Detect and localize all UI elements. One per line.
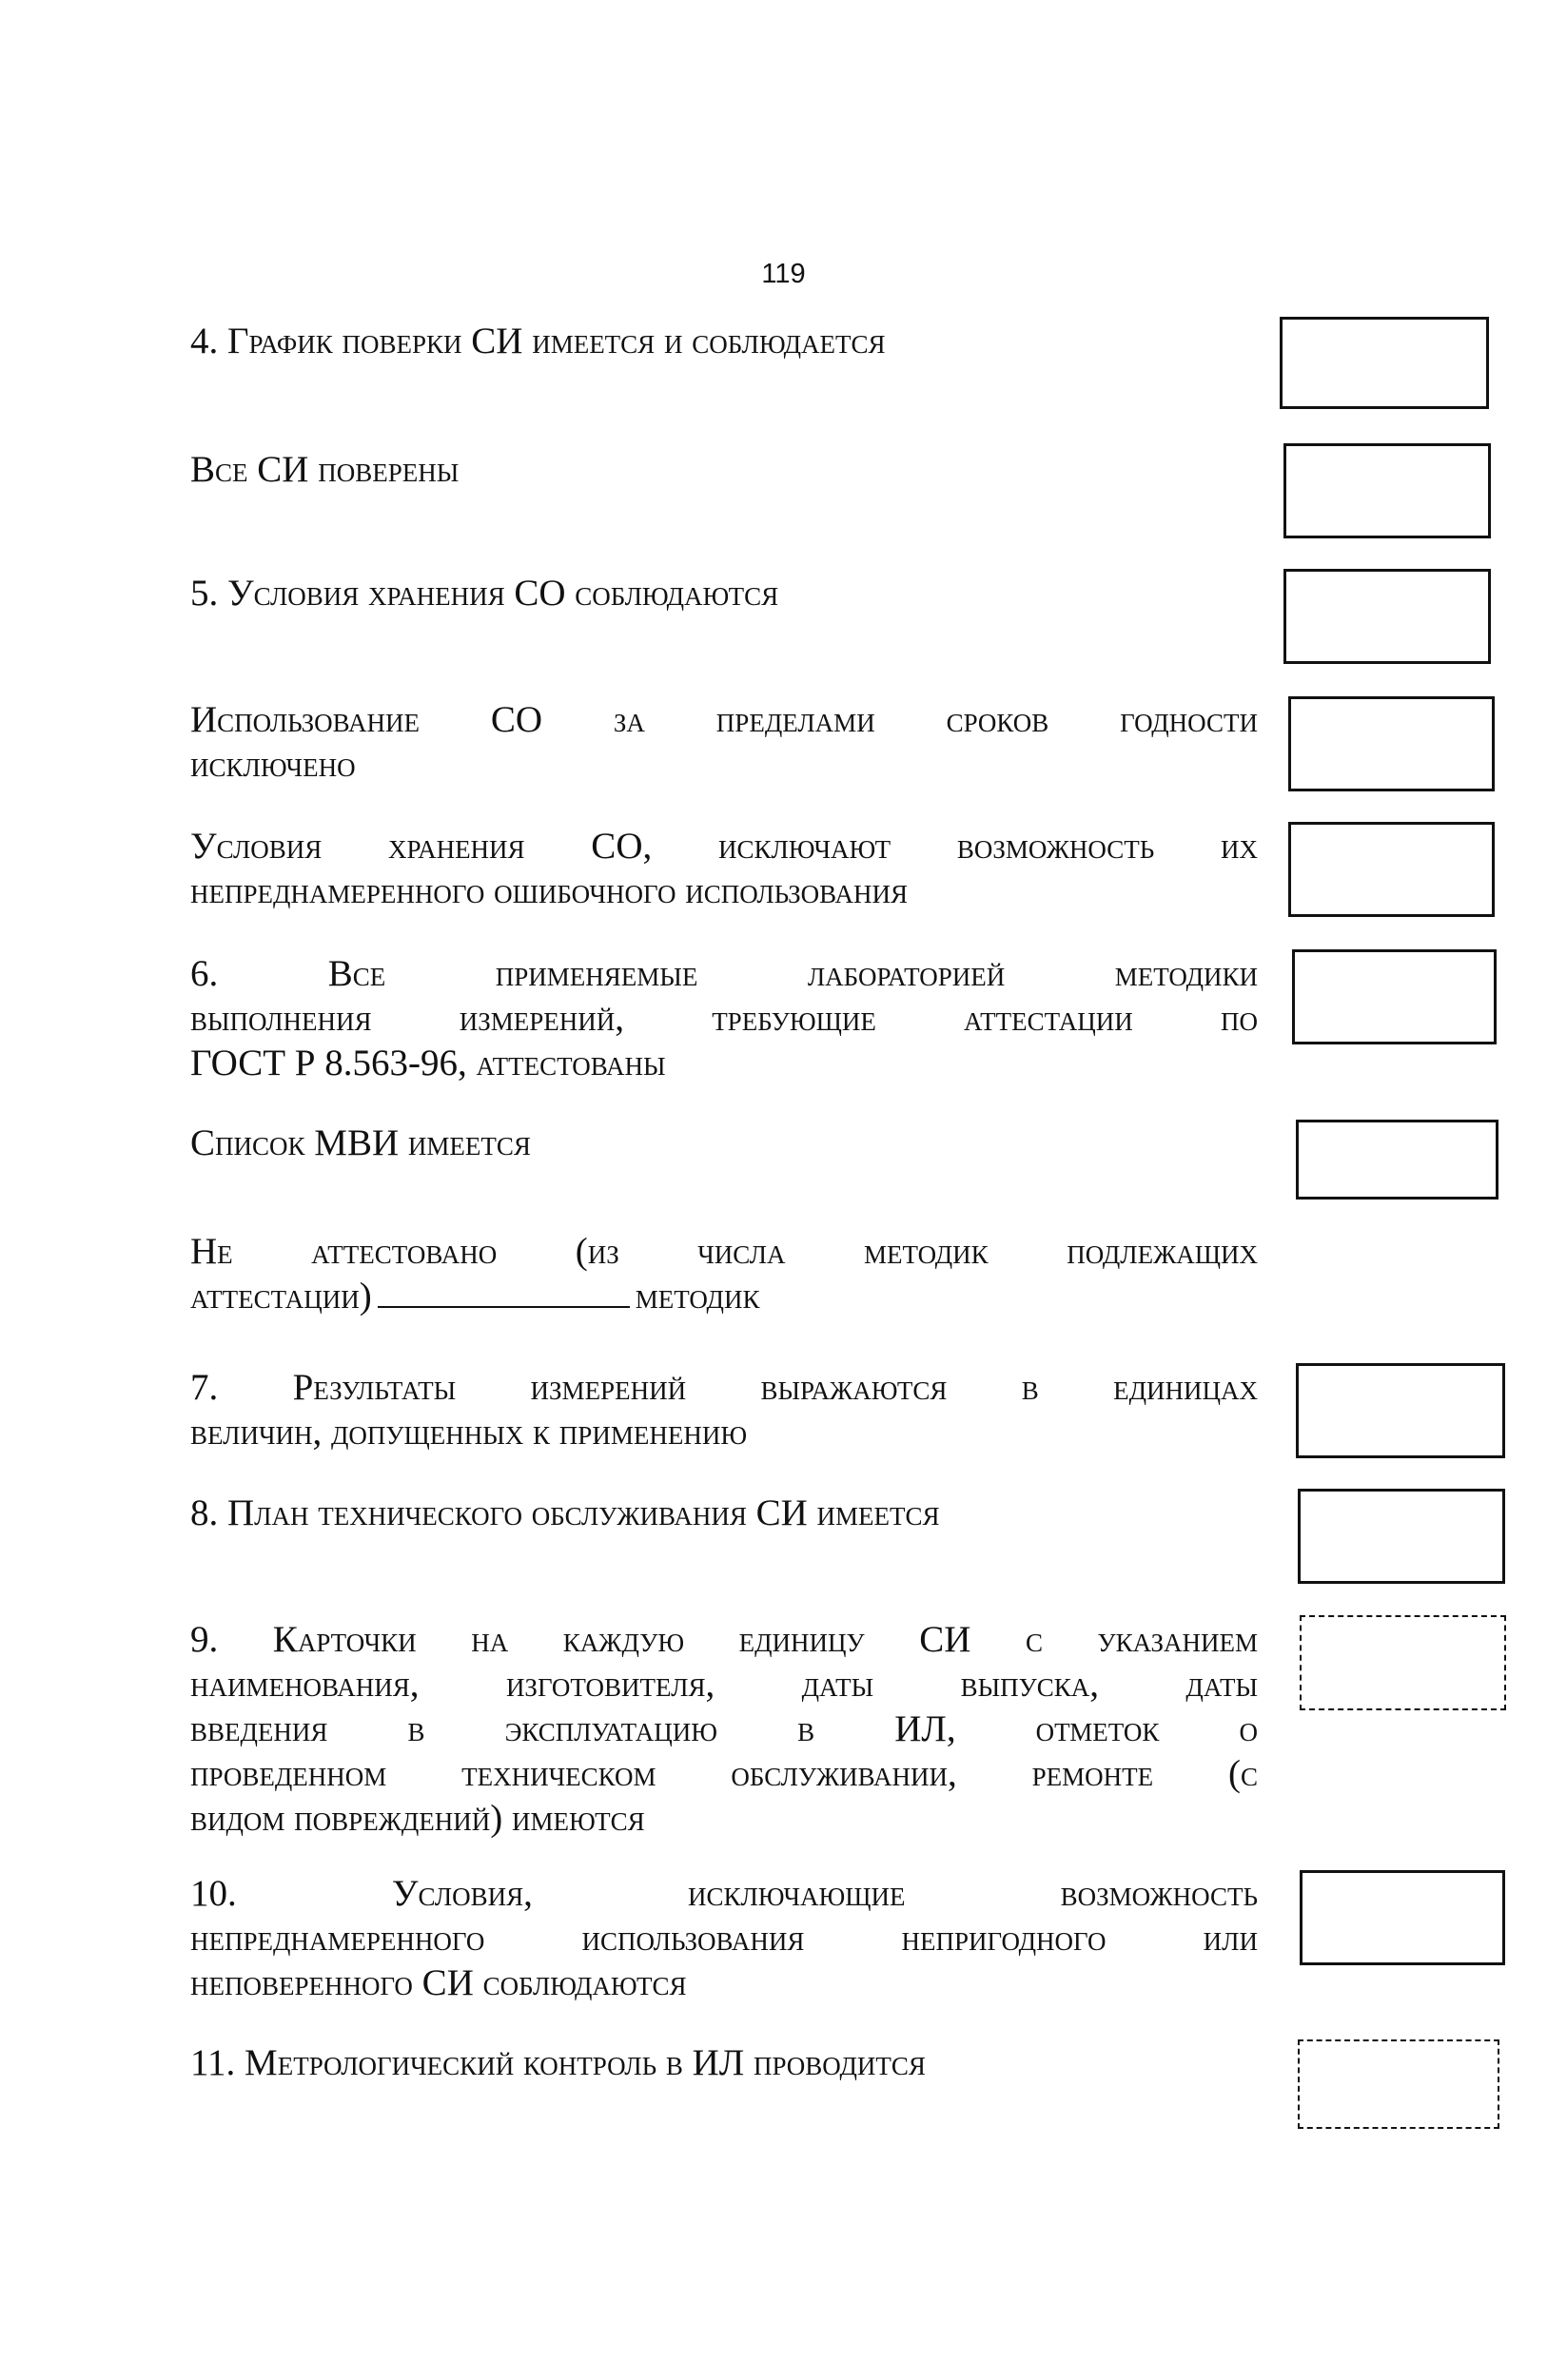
item-line: непреднамеренного использования непригодного или [190, 1918, 1258, 1959]
item-not-attested-text [190, 1229, 1258, 1318]
item-6-text [190, 951, 1258, 1085]
item-line: выполнения измерений, требующие аттестации по [190, 998, 1258, 1039]
checkbox-item-5[interactable] [1283, 569, 1491, 664]
checkbox-co-expiry[interactable] [1288, 696, 1495, 791]
item-line: 4. График поверки СИ имеется и соблюдается [190, 321, 886, 361]
item-line [190, 1274, 1258, 1318]
item-line: величин, допущенных к применению [190, 1412, 748, 1453]
item-line: видом повреждений) имеются [190, 1798, 645, 1839]
item-line: исключено [190, 744, 356, 785]
item-line: наименования, изготовителя, даты выпуска, даты [190, 1664, 1258, 1705]
item-line: неповеренного СИ соблюдаются [190, 1962, 687, 2003]
checkbox-item-9[interactable] [1300, 1615, 1506, 1710]
item-5-text [190, 571, 1258, 615]
item-co-storage-text [190, 824, 1258, 913]
item-7-text [190, 1365, 1258, 1454]
page-number: 119 [761, 259, 806, 289]
item-10-text [190, 1871, 1258, 2005]
item-line: проведенном техническом обслуживании, ремонте (с [190, 1753, 1258, 1794]
item-line: Использование СО за пределами сроков годности [190, 699, 1258, 740]
checkbox-item-7[interactable] [1296, 1363, 1505, 1458]
item-line: 10. Условия, исключающие возможность [190, 1873, 1258, 1914]
item-line: 11. Метрологический контроль в ИЛ проводится [190, 2042, 926, 2083]
item-9-text [190, 1617, 1258, 1841]
item-line: непреднамеренного ошибочного использования [190, 870, 908, 911]
item-line: Не аттестовано (из числа методик подлежащих [190, 1231, 1258, 1272]
checkbox-all-si-verified[interactable] [1283, 443, 1491, 538]
item-line: 5. Условия хранения СО соблюдаются [190, 573, 779, 614]
item-line: 8. План технического обслуживания СИ имеется [190, 1492, 940, 1533]
item-mvi-list-text [190, 1121, 1258, 1165]
item-line: Условия хранения СО, исключают возможность их [190, 826, 1258, 867]
checkbox-mvi-list[interactable] [1296, 1120, 1498, 1200]
item-all-si-verified-text [190, 447, 1258, 492]
item-8-text [190, 1491, 1258, 1535]
item-line: ГОСТ Р 8.563-96, аттестованы [190, 1043, 666, 1083]
item-line-part: аттестации) [190, 1276, 372, 1317]
item-co-expiry-text [190, 697, 1258, 787]
item-line: 9. Карточки на каждую единицу СИ с указанием [190, 1619, 1258, 1660]
checkbox-item-8[interactable] [1298, 1489, 1505, 1584]
item-line: Все СИ поверены [190, 449, 460, 490]
item-line-part: методик [635, 1276, 760, 1317]
checkbox-item-4[interactable] [1280, 317, 1489, 409]
item-line: 7. Результаты измерений выражаются в единицах [190, 1367, 1258, 1408]
checkbox-co-storage[interactable] [1288, 822, 1495, 917]
fill-in-blank[interactable] [378, 1278, 630, 1308]
item-11-text [190, 2040, 1258, 2085]
checkbox-item-6[interactable] [1292, 949, 1497, 1044]
checkbox-item-10[interactable] [1300, 1870, 1505, 1965]
item-4-text [190, 319, 1258, 363]
item-line: Список МВИ имеется [190, 1122, 531, 1163]
checkbox-item-11[interactable] [1298, 2039, 1499, 2129]
item-line: 6. Все применяемые лабораторией методики [190, 953, 1258, 994]
item-line: введения в эксплуатацию в ИЛ, отметок о [190, 1708, 1258, 1749]
